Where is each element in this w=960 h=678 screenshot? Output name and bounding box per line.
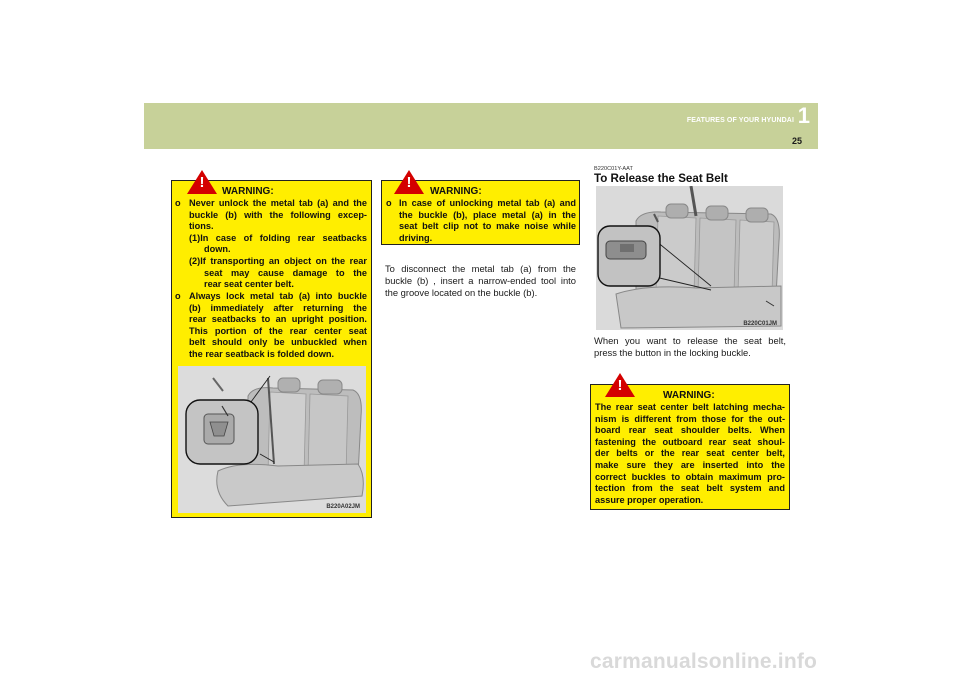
line: correct buckles to obtain maximum pro- [595, 471, 785, 482]
line: the rear seatback is folded down. [189, 348, 334, 359]
line: board rear seat shoulder belts. When [595, 425, 785, 436]
warning-bullet-1 [189, 198, 367, 291]
line: (b) immediately after returning the [189, 302, 367, 313]
warning-triangle-icon: ! [394, 170, 424, 194]
line: down. [204, 244, 231, 255]
line: make sure they are inserted into the [595, 459, 785, 470]
line: buckle (b) , insert a narrow-ended tool into [385, 274, 576, 286]
line: the groove located on the buckle (b). [385, 286, 538, 298]
line: To disconnect the metal tab (a) from the [385, 263, 576, 274]
section-title: To Release the Seat Belt [594, 172, 728, 185]
warning-box-noise [381, 174, 580, 245]
line: This portion of the rear center seat [189, 325, 367, 336]
line: tions. [189, 221, 214, 232]
warning-paragraph [595, 402, 785, 506]
line: assure proper operation. [595, 494, 704, 505]
chapter-number: 1 [797, 103, 810, 128]
warning-triangle-icon: ! [187, 170, 217, 194]
seat-belt-release-illustration [596, 186, 783, 330]
line: belt should only be unbuckled when [189, 337, 367, 348]
bullet-marker: o [175, 291, 181, 301]
warning-heading: WARNING: [430, 186, 482, 197]
line: fastening the outboard rear seat shoul- [595, 436, 785, 447]
section-code: B220C01Y-AAT [594, 166, 633, 172]
line: (2)If transporting an object on the rear [189, 255, 367, 266]
release-instructions [594, 335, 786, 359]
rear-seat-folding-illustration [178, 366, 366, 513]
page-number: 25 [792, 136, 803, 146]
warning-triangle-icon: ! [605, 373, 635, 397]
warning-box-latching [590, 377, 790, 510]
line: rear seatbacks to an upright position. [189, 314, 367, 325]
line: seat may cause damage to the [204, 267, 367, 278]
image-code: B220A02JM [326, 504, 360, 510]
line: seat belt clip not to make noise while [399, 221, 576, 232]
line: In case of unlocking metal tab (a) and [399, 198, 576, 208]
chapter-title: FEATURES OF YOUR HYUNDAI [686, 117, 794, 124]
chapter-header-band [144, 103, 818, 149]
line: der belts or the rear seat center belt, [595, 448, 785, 459]
bullet-marker: o [175, 198, 181, 208]
line: buckle (b) with the following excep- [189, 209, 367, 220]
line: driving. [399, 232, 433, 243]
line: tection from the seat belt system and [595, 483, 785, 494]
line: rear seat center belt. [204, 279, 294, 290]
line: Never unlock the metal tab (a) and the [189, 198, 367, 208]
line: (1)In case of folding rear seatbacks [189, 232, 367, 243]
disconnect-instructions [385, 263, 576, 298]
warning-bullet-2 [189, 291, 367, 361]
warning-heading: WARNING: [663, 390, 715, 401]
line: nism is different from those for the out- [595, 413, 785, 424]
warning-bullet [399, 198, 576, 244]
line: Always lock metal tab (a) into buckle [189, 291, 367, 301]
warning-box-folding [171, 174, 372, 518]
bullet-marker: o [386, 198, 392, 208]
warning-heading: WARNING: [222, 186, 274, 197]
site-watermark: carmanualsonline.info [590, 650, 818, 673]
rear-seat-drawing [178, 366, 366, 513]
image-code: B220C01JM [743, 321, 777, 327]
line: The rear seat center belt latching mecha- [595, 402, 785, 412]
line: When you want to release the seat belt, [594, 335, 786, 346]
line: press the button in the locking buckle. [594, 346, 751, 358]
line: the buckle (b), place metal (a) in the [399, 209, 576, 220]
rear-seat-release-drawing [596, 186, 783, 330]
